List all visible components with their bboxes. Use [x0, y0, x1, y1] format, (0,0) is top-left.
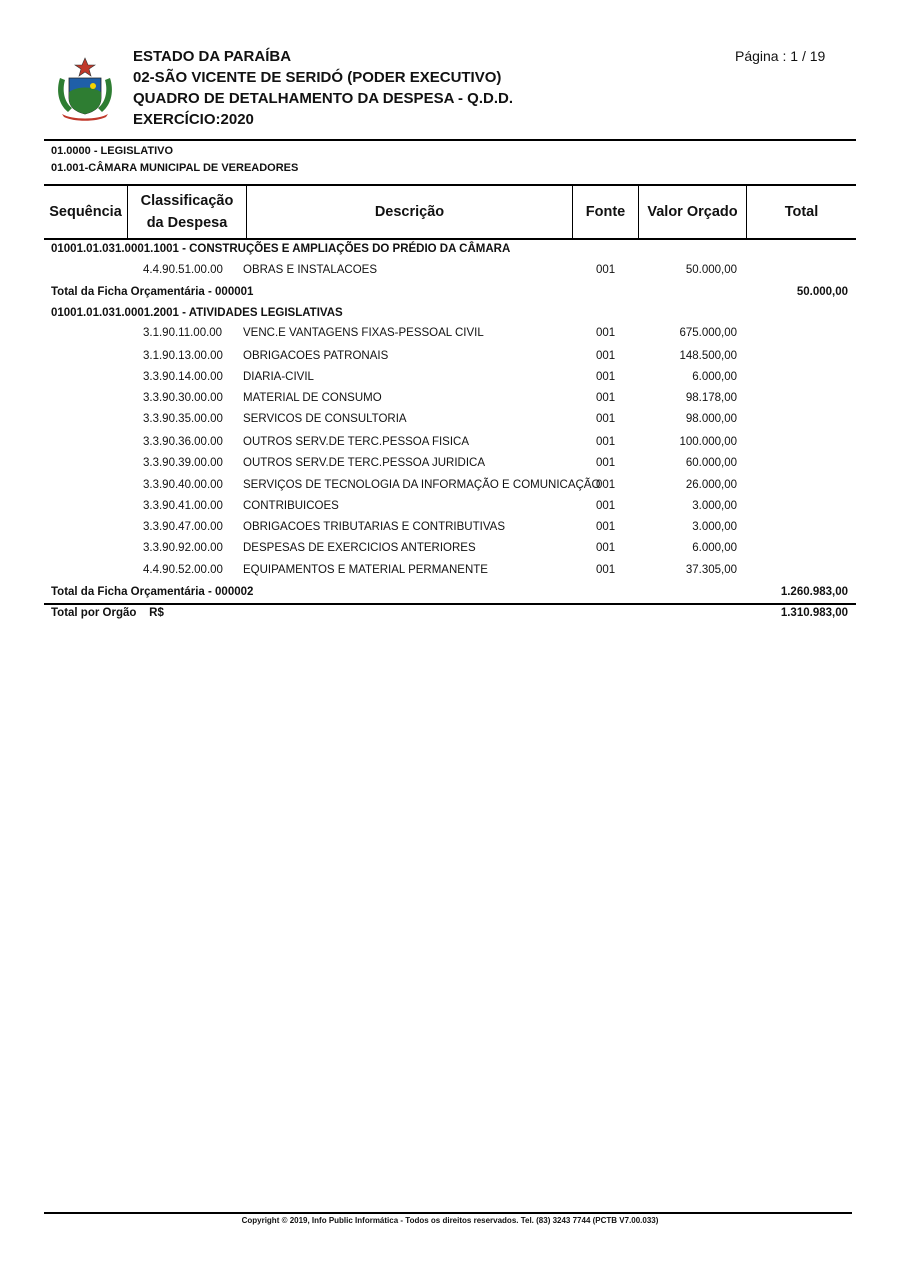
table-row — [0, 347, 900, 368]
classificacao-cell: 3.3.90.41.00.00 — [143, 500, 223, 512]
classificacao-cell: 3.1.90.11.00.00 — [143, 327, 223, 339]
coat-of-arms-icon — [52, 56, 118, 122]
fonte-cell: 001 — [596, 264, 616, 276]
entity-name: 02-SÃO VICENTE DE SERIDÓ (PODER EXECUTIVO) — [133, 69, 502, 86]
valor-cell: 100.000,00 — [679, 436, 737, 448]
valor-cell: 37.305,00 — [685, 564, 737, 576]
header-divider — [44, 139, 856, 141]
classificacao-cell: 3.3.90.30.00.00 — [143, 392, 223, 404]
valor-cell: 675.000,00 — [679, 327, 737, 339]
classificacao-cell: 3.3.90.36.00.00 — [143, 436, 223, 448]
table-row — [0, 454, 900, 475]
descricao-cell: OBRIGACOES PATRONAIS — [243, 350, 389, 362]
valor-cell: 50.000,00 — [685, 264, 737, 276]
state-name: ESTADO DA PARAÍBA — [133, 48, 292, 65]
valor-cell: 98.178,00 — [685, 392, 737, 404]
group-title: 01001.01.031.0001.2001 - ATIVIDADES LEGISLATIVAS — [51, 307, 343, 319]
grand-total-value: 1.310.983,00 — [780, 607, 848, 619]
table-row — [0, 324, 900, 345]
col-header-descricao: Descrição — [374, 204, 445, 220]
group-header — [0, 304, 900, 325]
table-row — [0, 561, 900, 582]
grand-total-label: Total por Orgão R$ — [51, 607, 164, 619]
copyright-text: Copyright © 2019, Info Public Informática - Todos os direitos reservados. Tel. (83) 3243 7744 (PCTB V7.00.033) — [241, 1216, 659, 1225]
classificacao-cell: 4.4.90.51.00.00 — [143, 264, 223, 276]
fonte-cell: 001 — [596, 413, 616, 425]
descricao-cell: OBRIGACOES TRIBUTARIAS E CONTRIBUTIVAS — [243, 521, 505, 533]
valor-cell: 148.500,00 — [679, 350, 737, 362]
table-row — [0, 433, 900, 454]
classificacao-cell: 3.3.90.40.00.00 — [143, 479, 223, 491]
table-row — [0, 368, 900, 389]
classificacao-cell: 3.3.90.47.00.00 — [143, 521, 223, 533]
group-total-label: Total da Ficha Orçamentária - 000001 — [51, 286, 254, 298]
fonte-cell: 001 — [596, 479, 616, 491]
col-header-fonte: Fonte — [585, 204, 626, 220]
fonte-cell: 001 — [596, 457, 616, 469]
exercise-year: EXERCÍCIO:2020 — [133, 111, 254, 128]
footer-divider — [44, 1212, 852, 1214]
table-row — [0, 518, 900, 539]
valor-cell: 6.000,00 — [692, 371, 737, 383]
group-total-value: 50.000,00 — [796, 286, 848, 298]
descricao-cell: MATERIAL DE CONSUMO — [243, 392, 382, 404]
group-total-label: Total da Ficha Orçamentária - 000002 — [51, 586, 254, 598]
group-header — [0, 240, 900, 261]
classificacao-cell: 3.3.90.92.00.00 — [143, 542, 223, 554]
descricao-cell: EQUIPAMENTOS E MATERIAL PERMANENTE — [243, 564, 488, 576]
fonte-cell: 001 — [596, 350, 616, 362]
classificacao-cell: 4.4.90.52.00.00 — [143, 564, 223, 576]
table-row — [0, 261, 900, 282]
valor-cell: 6.000,00 — [692, 542, 737, 554]
group-total-value: 1.260.983,00 — [780, 586, 848, 598]
group-total-row — [0, 583, 900, 604]
table-row — [0, 389, 900, 410]
descricao-cell: OUTROS SERV.DE TERC.PESSOA JURIDICA — [243, 457, 485, 469]
classificacao-cell: 3.1.90.13.00.00 — [143, 350, 223, 362]
table-row — [0, 410, 900, 431]
report-title: QUADRO DE DETALHAMENTO DA DESPESA - Q.D.D. — [133, 90, 514, 107]
fonte-cell: 001 — [596, 500, 616, 512]
unidade-label: 01.001-CÂMARA MUNICIPAL DE VEREADORES — [51, 162, 299, 174]
descricao-cell: SERVICOS DE CONSULTORIA — [243, 413, 407, 425]
valor-cell: 60.000,00 — [685, 457, 737, 469]
descricao-cell: DESPESAS DE EXERCICIOS ANTERIORES — [243, 542, 476, 554]
classificacao-cell: 3.3.90.35.00.00 — [143, 413, 223, 425]
classificacao-cell: 3.3.90.14.00.00 — [143, 371, 223, 383]
descricao-cell: SERVIÇOS DE TECNOLOGIA DA INFORMAÇÃO E COMUNICAÇÃO — [243, 479, 601, 491]
valor-cell: 3.000,00 — [692, 500, 737, 512]
descricao-cell: OUTROS SERV.DE TERC.PESSOA FISICA — [243, 436, 470, 448]
group-title: 01001.01.031.0001.1001 - CONSTRUÇÕES E AMPLIAÇÕES DO PRÉDIO DA CÂMARA — [51, 243, 511, 255]
fonte-cell: 001 — [596, 392, 616, 404]
fonte-cell: 001 — [596, 371, 616, 383]
col-header-classificacao: Classificação da Despesa — [140, 193, 234, 231]
descricao-cell: OBRAS E INSTALACOES — [243, 264, 377, 276]
grand-total-row — [0, 604, 900, 625]
descricao-cell: DIARIA-CIVIL — [243, 371, 314, 383]
orgao-label: 01.0000 - LEGISLATIVO — [51, 145, 174, 157]
valor-cell: 3.000,00 — [692, 521, 737, 533]
col-header-valor-orcado: Valor Orçado — [647, 204, 738, 220]
table-row — [0, 497, 900, 518]
fonte-cell: 001 — [596, 327, 616, 339]
valor-cell: 98.000,00 — [685, 413, 737, 425]
fonte-cell: 001 — [596, 542, 616, 554]
fonte-cell: 001 — [596, 564, 616, 576]
table-row — [0, 476, 900, 497]
group-total-row — [0, 283, 900, 304]
valor-cell: 26.000,00 — [685, 479, 737, 491]
col-header-total: Total — [784, 204, 819, 220]
page-number: Página : 1 / 19 — [735, 48, 826, 64]
fonte-cell: 001 — [596, 436, 616, 448]
descricao-cell: CONTRIBUICOES — [243, 500, 339, 512]
descricao-cell: VENC.E VANTAGENS FIXAS-PESSOAL CIVIL — [243, 327, 484, 339]
classificacao-cell: 3.3.90.39.00.00 — [143, 457, 223, 469]
fonte-cell: 001 — [596, 521, 616, 533]
table-row — [0, 539, 900, 560]
col-header-sequencia: Sequência — [49, 204, 122, 220]
